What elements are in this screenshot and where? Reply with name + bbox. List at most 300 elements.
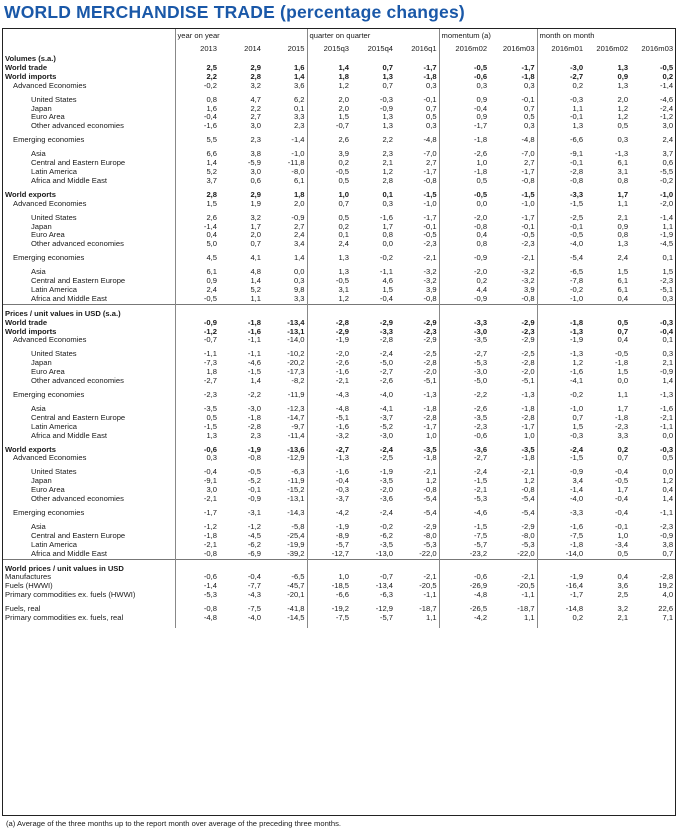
value-cell: 1,3 bbox=[617, 81, 629, 90]
col-header: 2016m01 bbox=[537, 42, 585, 55]
value-cell: 0,2 bbox=[537, 614, 585, 623]
value-cell: -4,8 bbox=[521, 136, 535, 145]
value-cell: 0,3 bbox=[425, 122, 437, 131]
row-label: United States bbox=[31, 468, 77, 477]
value-cell: -0,9 bbox=[291, 213, 305, 222]
value-cell: -1,1 bbox=[659, 508, 674, 517]
row-label: Asia bbox=[31, 522, 46, 531]
value-cell: 0,4 bbox=[439, 231, 489, 240]
value-cell: -0,4 bbox=[659, 327, 674, 336]
value-cell: 0,6 bbox=[662, 159, 674, 168]
value-cell: -8,0 bbox=[521, 531, 535, 540]
value-cell: -1,6 bbox=[379, 213, 394, 222]
value-cell: -5,3 bbox=[423, 540, 437, 549]
value-cell: -2,2 bbox=[247, 391, 261, 399]
table-row bbox=[3, 214, 675, 223]
value-cell: -1,9 bbox=[379, 468, 394, 477]
row-label: Asia bbox=[31, 404, 46, 413]
table-row bbox=[3, 64, 675, 73]
value-cell: -5,4 bbox=[521, 508, 535, 517]
value-cell: -2,9 bbox=[423, 318, 437, 327]
value-cell: -7,8 bbox=[537, 277, 585, 286]
value-cell: -3,5 bbox=[439, 414, 489, 423]
value-cell: -0,7 bbox=[307, 122, 351, 131]
value-cell: -1,8 bbox=[439, 168, 489, 177]
row-label: Central and Eastern Europe bbox=[31, 531, 126, 540]
value-cell: -2,6 bbox=[379, 377, 394, 386]
table-row bbox=[3, 254, 675, 263]
value-cell: -0,5 bbox=[537, 231, 585, 240]
value-cell: -3,3 bbox=[537, 191, 585, 200]
value-cell: 0,2 bbox=[537, 82, 585, 91]
value-cell: -5,4 bbox=[521, 495, 535, 504]
group-momentum: momentum (a) bbox=[439, 29, 537, 42]
value-cell: 1,4 bbox=[662, 377, 674, 386]
value-cell: 5,0 bbox=[175, 240, 219, 249]
value-cell: 1,1 bbox=[425, 614, 437, 623]
value-cell: -2,0 bbox=[521, 368, 535, 377]
value-cell: 2,4 bbox=[307, 240, 351, 249]
value-cell: -18,5 bbox=[307, 582, 351, 591]
value-cell: 3,1 bbox=[307, 286, 351, 295]
value-cell: -2,9 bbox=[423, 522, 437, 531]
value-cell: -13,1 bbox=[287, 327, 305, 336]
value-cell: 3,4 bbox=[537, 477, 585, 486]
value-cell: -0,6 bbox=[175, 573, 219, 582]
value-cell: -4,0 bbox=[247, 614, 261, 623]
value-cell: -1,7 bbox=[423, 422, 437, 431]
row-label: World imports bbox=[5, 327, 57, 336]
value-cell: 0,7 bbox=[617, 454, 629, 463]
value-cell: -1,1 bbox=[659, 422, 674, 431]
value-cell: -5,4 bbox=[423, 508, 437, 517]
value-cell: 0,7 bbox=[425, 104, 437, 113]
value-cell: -4,5 bbox=[659, 240, 674, 249]
value-cell: 0,5 bbox=[617, 549, 629, 558]
value-cell: 2,7 bbox=[293, 222, 305, 231]
table-row bbox=[3, 582, 675, 591]
value-cell: 2,1 bbox=[662, 359, 674, 368]
value-cell: -2,2 bbox=[439, 391, 489, 400]
value-cell: 2,7 bbox=[250, 113, 261, 122]
value-cell: -1,6 bbox=[247, 327, 261, 336]
value-cell: -0,8 bbox=[423, 486, 437, 495]
value-cell: -5,8 bbox=[291, 522, 305, 531]
value-cell: -6,5 bbox=[537, 268, 585, 277]
value-cell: 1,2 bbox=[617, 104, 629, 113]
value-cell: -0,9 bbox=[537, 468, 585, 477]
table-row bbox=[3, 468, 675, 477]
value-cell: -2,1 bbox=[659, 413, 674, 422]
value-cell: 1,5 bbox=[537, 423, 585, 432]
table-row bbox=[3, 150, 675, 159]
value-cell: -0,8 bbox=[423, 294, 437, 303]
value-cell: 3,0 bbox=[662, 122, 674, 131]
value-cell: 0,3 bbox=[617, 136, 629, 145]
value-cell: -0,4 bbox=[614, 468, 629, 477]
value-cell: 2,2 bbox=[382, 136, 394, 145]
value-cell: 0,3 bbox=[523, 122, 535, 131]
value-cell: 4,1 bbox=[250, 254, 261, 263]
value-cell: 2,0 bbox=[293, 199, 305, 208]
value-cell: 0,7 bbox=[250, 240, 261, 249]
value-cell: 0,7 bbox=[382, 81, 394, 90]
row-label: World exports bbox=[5, 190, 56, 199]
table-row bbox=[3, 177, 675, 186]
value-cell: -5,0 bbox=[439, 377, 489, 386]
value-cell: 1,0 bbox=[439, 159, 489, 168]
value-cell: -12,3 bbox=[287, 404, 305, 413]
value-cell: -12,9 bbox=[287, 454, 305, 463]
value-cell: -2,1 bbox=[439, 486, 489, 495]
row-label: United States bbox=[31, 213, 77, 222]
value-cell: 0,9 bbox=[617, 222, 629, 231]
table-row bbox=[3, 168, 675, 177]
value-cell: -2,9 bbox=[521, 336, 535, 345]
table-row bbox=[3, 328, 675, 337]
section-label: World prices / unit values in USD bbox=[5, 564, 124, 573]
value-cell: 1,2 bbox=[425, 477, 437, 486]
row-label: World trade bbox=[5, 318, 48, 327]
value-cell: -1,5 bbox=[439, 523, 489, 532]
value-cell: 4,0 bbox=[662, 591, 674, 600]
table-row bbox=[3, 359, 675, 368]
value-cell: 1,4 bbox=[250, 277, 261, 286]
value-cell: -20,5 bbox=[419, 582, 437, 591]
value-cell: -0,9 bbox=[659, 368, 674, 377]
value-cell: -0,4 bbox=[247, 573, 261, 582]
value-cell: -3,5 bbox=[423, 445, 437, 454]
value-cell: -0,1 bbox=[537, 223, 585, 232]
col-header: 2015q4 bbox=[367, 44, 394, 53]
value-cell: 3,1 bbox=[617, 167, 629, 176]
value-cell: 4,6 bbox=[382, 277, 394, 286]
value-cell: 0,3 bbox=[382, 199, 394, 208]
value-cell: 3,0 bbox=[250, 122, 261, 131]
value-cell: -2,9 bbox=[521, 318, 535, 327]
value-cell: -2,4 bbox=[537, 446, 585, 455]
value-cell: 0,9 bbox=[439, 96, 489, 105]
section-row bbox=[3, 55, 675, 64]
value-cell: -1,0 bbox=[659, 190, 674, 199]
value-cell: -2,0 bbox=[423, 368, 437, 377]
value-cell: -5,3 bbox=[175, 591, 219, 600]
value-cell: -0,9 bbox=[379, 104, 394, 113]
row-label: Fuels (HWWI) bbox=[5, 582, 53, 591]
value-cell: -0,8 bbox=[423, 176, 437, 185]
value-cell: -5,5 bbox=[659, 167, 674, 176]
value-cell: -8,0 bbox=[291, 167, 305, 176]
row-label: Emerging economies bbox=[13, 254, 85, 263]
row-label: Latin America bbox=[31, 422, 78, 431]
row-label: Central and Eastern Europe bbox=[31, 277, 126, 286]
value-cell: -1,6 bbox=[537, 368, 585, 377]
value-cell: -9,7 bbox=[291, 422, 305, 431]
section-label: Volumes (s.a.) bbox=[5, 55, 56, 63]
value-cell: 22,6 bbox=[658, 605, 674, 614]
value-cell: -3,5 bbox=[175, 405, 219, 414]
value-cell: -4,8 bbox=[175, 614, 219, 623]
value-cell: 0,5 bbox=[617, 318, 629, 327]
value-cell: 0,0 bbox=[439, 200, 489, 209]
value-cell: 0,6 bbox=[250, 176, 261, 185]
value-cell: -1,3 bbox=[423, 391, 437, 399]
section-row bbox=[3, 310, 675, 319]
spacer-row bbox=[3, 623, 675, 628]
value-cell: -19,2 bbox=[307, 605, 351, 614]
value-cell: -5,3 bbox=[439, 359, 489, 368]
value-cell: -3,2 bbox=[521, 277, 535, 286]
table-row bbox=[3, 605, 675, 614]
value-cell: 0,8 bbox=[382, 231, 394, 240]
value-cell: 2,2 bbox=[250, 104, 261, 113]
row-label: Latin America bbox=[31, 167, 78, 176]
value-cell: 2,7 bbox=[523, 159, 535, 168]
table-row bbox=[3, 550, 675, 559]
table-row bbox=[3, 454, 675, 463]
value-cell: 1,5 bbox=[382, 285, 394, 294]
value-cell: -45,7 bbox=[287, 582, 305, 591]
row-label: Other advanced economies bbox=[31, 377, 124, 386]
value-cell: -0,2 bbox=[379, 254, 394, 263]
value-cell: 0,1 bbox=[662, 336, 674, 345]
table-row bbox=[3, 82, 675, 91]
value-cell: -1,3 bbox=[614, 150, 629, 159]
row-label: Emerging economies bbox=[13, 391, 85, 399]
value-cell: 2,3 bbox=[293, 122, 305, 131]
value-cell: 0,3 bbox=[293, 277, 305, 286]
value-cell: -1,8 bbox=[423, 454, 437, 463]
footnote: (a) Average of the three months up to the report month over average of the preceding three months. bbox=[6, 819, 342, 828]
value-cell: -0,2 bbox=[379, 522, 394, 531]
value-cell: -3,3 bbox=[379, 327, 394, 336]
value-cell: 3,7 bbox=[175, 177, 219, 186]
value-cell: 0,0 bbox=[662, 468, 674, 477]
col-header: 2013 bbox=[175, 42, 219, 55]
value-cell: 0,1 bbox=[307, 231, 351, 240]
value-cell: -7,3 bbox=[175, 359, 219, 368]
row-label: Japan bbox=[31, 222, 52, 231]
value-cell: -1,1 bbox=[521, 591, 535, 600]
value-cell: -0,3 bbox=[537, 96, 585, 105]
value-cell: 0,3 bbox=[662, 350, 674, 359]
value-cell: 1,5 bbox=[307, 113, 351, 122]
value-cell: 4,4 bbox=[439, 286, 489, 295]
value-cell: -13,6 bbox=[287, 445, 305, 454]
value-cell: -20,5 bbox=[517, 582, 535, 591]
table-row bbox=[3, 319, 675, 328]
value-cell: -8,2 bbox=[291, 377, 305, 386]
trade-table bbox=[3, 29, 675, 628]
value-cell: -3,0 bbox=[379, 431, 394, 440]
value-cell: -14,0 bbox=[537, 550, 585, 559]
table-row bbox=[3, 105, 675, 114]
value-cell: -1,2 bbox=[659, 113, 674, 122]
value-cell: -3,6 bbox=[439, 446, 489, 455]
table-row bbox=[3, 113, 675, 122]
row-label: Asia bbox=[31, 268, 46, 277]
value-cell: 0,1 bbox=[662, 254, 674, 263]
value-cell: -25,4 bbox=[287, 531, 305, 540]
value-cell: 2,3 bbox=[250, 136, 261, 145]
row-label: Japan bbox=[31, 104, 52, 113]
value-cell: -1,2 bbox=[175, 523, 219, 532]
value-cell: -11,8 bbox=[287, 159, 305, 168]
value-cell: -26,5 bbox=[439, 605, 489, 614]
row-label: Manufactures bbox=[5, 573, 52, 582]
value-cell: -2,8 bbox=[659, 573, 674, 582]
value-cell: -1,4 bbox=[291, 136, 305, 145]
value-cell: 2,4 bbox=[662, 136, 674, 145]
value-cell: 1,3 bbox=[617, 63, 629, 72]
value-cell: -1,9 bbox=[307, 523, 351, 532]
value-cell: -1,2 bbox=[175, 328, 219, 337]
group-header-row bbox=[3, 29, 675, 42]
value-cell: 3,3 bbox=[293, 294, 305, 303]
table-row bbox=[3, 268, 675, 277]
value-cell: -3,7 bbox=[379, 413, 394, 422]
value-cell: -2,8 bbox=[423, 413, 437, 422]
value-cell: -7,5 bbox=[307, 614, 351, 623]
value-cell: -0,7 bbox=[175, 336, 219, 345]
value-cell: 1,0 bbox=[307, 191, 351, 200]
value-cell: -2,3 bbox=[659, 277, 674, 286]
value-cell: 1,8 bbox=[293, 190, 305, 199]
row-label: Central and Eastern Europe bbox=[31, 413, 126, 422]
value-cell: 0,5 bbox=[307, 177, 351, 186]
value-cell: 0,5 bbox=[439, 177, 489, 186]
value-cell: -3,4 bbox=[614, 540, 629, 549]
value-cell: -2,0 bbox=[659, 199, 674, 208]
value-cell: -6,2 bbox=[379, 531, 394, 540]
value-cell: -7,0 bbox=[521, 150, 535, 159]
value-cell: 0,2 bbox=[439, 277, 489, 286]
value-cell: 2,8 bbox=[175, 191, 219, 200]
value-cell: -2,6 bbox=[307, 359, 351, 368]
value-cell: -0,1 bbox=[247, 486, 261, 495]
value-cell: -5,4 bbox=[537, 254, 585, 263]
value-cell: 3,9 bbox=[523, 285, 535, 294]
row-label: Euro Area bbox=[31, 368, 65, 377]
value-cell: -10,2 bbox=[287, 350, 305, 359]
value-cell: 6,2 bbox=[293, 95, 305, 104]
value-cell: -1,6 bbox=[659, 404, 674, 413]
value-cell: -4,6 bbox=[439, 509, 489, 518]
value-cell: -6,3 bbox=[379, 591, 394, 600]
value-cell: -6,9 bbox=[247, 549, 261, 558]
value-cell: -8,0 bbox=[423, 531, 437, 540]
value-cell: -1,5 bbox=[423, 190, 437, 199]
value-cell: -0,5 bbox=[614, 350, 629, 359]
value-cell: 1,7 bbox=[250, 222, 261, 231]
value-cell: -1,9 bbox=[537, 573, 585, 582]
table-row bbox=[3, 495, 675, 504]
value-cell: 0,8 bbox=[175, 96, 219, 105]
table-row bbox=[3, 231, 675, 240]
value-cell: -14,3 bbox=[287, 508, 305, 517]
row-label: Africa and Middle East bbox=[31, 431, 107, 440]
value-cell: 0,2 bbox=[307, 159, 351, 168]
value-cell: -0,4 bbox=[175, 468, 219, 477]
value-cell: -0,9 bbox=[175, 319, 219, 328]
value-cell: -26,9 bbox=[439, 582, 489, 591]
value-cell: -1,8 bbox=[521, 454, 535, 463]
value-cell: -4,2 bbox=[307, 509, 351, 518]
col-header: 2016m03 bbox=[641, 44, 674, 53]
value-cell: -0,5 bbox=[423, 231, 437, 240]
value-cell: -1,4 bbox=[175, 223, 219, 232]
table-row bbox=[3, 509, 675, 518]
row-label: Japan bbox=[31, 359, 52, 368]
value-cell: -0,9 bbox=[439, 295, 489, 304]
value-cell: -5,1 bbox=[521, 377, 535, 386]
value-cell: -2,7 bbox=[379, 368, 394, 377]
value-cell: -1,3 bbox=[307, 454, 351, 463]
value-cell: -5,9 bbox=[247, 159, 261, 168]
value-cell: 1,2 bbox=[307, 82, 351, 91]
value-cell: 2,0 bbox=[617, 95, 629, 104]
value-cell: 3,2 bbox=[250, 81, 261, 90]
value-cell: -9,1 bbox=[537, 150, 585, 159]
value-cell: -3,6 bbox=[379, 495, 394, 504]
value-cell: 3,3 bbox=[293, 113, 305, 122]
table-row bbox=[3, 541, 675, 550]
value-cell: -0,3 bbox=[307, 486, 351, 495]
value-cell: 2,8 bbox=[250, 72, 261, 81]
value-cell: 1,0 bbox=[523, 431, 535, 440]
value-cell: 3,8 bbox=[250, 150, 261, 159]
value-cell: -1,5 bbox=[537, 200, 585, 209]
value-cell: -2,9 bbox=[521, 522, 535, 531]
value-cell: -1,8 bbox=[423, 72, 437, 81]
value-cell: -4,2 bbox=[439, 614, 489, 623]
value-cell: -23,2 bbox=[439, 550, 489, 559]
value-cell: 0,8 bbox=[439, 240, 489, 249]
value-cell: -1,7 bbox=[521, 422, 535, 431]
row-label: Emerging economies bbox=[13, 508, 85, 517]
value-cell: 3,3 bbox=[617, 431, 629, 440]
value-cell: -0,1 bbox=[537, 159, 585, 168]
value-cell: 1,3 bbox=[382, 113, 394, 122]
value-cell: -3,0 bbox=[439, 328, 489, 337]
value-cell: 0,4 bbox=[175, 231, 219, 240]
table-row bbox=[3, 591, 675, 600]
value-cell: -2,1 bbox=[175, 541, 219, 550]
value-cell: -5,7 bbox=[379, 614, 394, 623]
value-cell: -2,1 bbox=[307, 377, 351, 386]
value-cell: -2,1 bbox=[175, 495, 219, 504]
value-cell: 0,9 bbox=[439, 113, 489, 122]
value-cell: -2,7 bbox=[439, 454, 489, 463]
value-cell: 1,1 bbox=[617, 391, 629, 399]
value-cell: -0,9 bbox=[247, 495, 261, 504]
value-cell: 1,5 bbox=[617, 268, 629, 277]
value-cell: -0,5 bbox=[307, 168, 351, 177]
row-label: Other advanced economies bbox=[31, 240, 124, 249]
value-cell: -3,3 bbox=[439, 319, 489, 328]
value-cell: 1,3 bbox=[617, 240, 629, 249]
value-cell: 19,2 bbox=[658, 582, 674, 591]
value-cell: 0,7 bbox=[662, 549, 674, 558]
value-cell: -2,4 bbox=[659, 104, 674, 113]
value-cell: 0,8 bbox=[617, 231, 629, 240]
value-cell: -2,8 bbox=[247, 422, 261, 431]
value-cell: -2,1 bbox=[423, 254, 437, 263]
value-cell: -3,7 bbox=[307, 495, 351, 504]
value-cell: 1,1 bbox=[617, 199, 629, 208]
value-cell: -12,7 bbox=[307, 550, 351, 559]
value-cell: 1,6 bbox=[293, 63, 305, 72]
